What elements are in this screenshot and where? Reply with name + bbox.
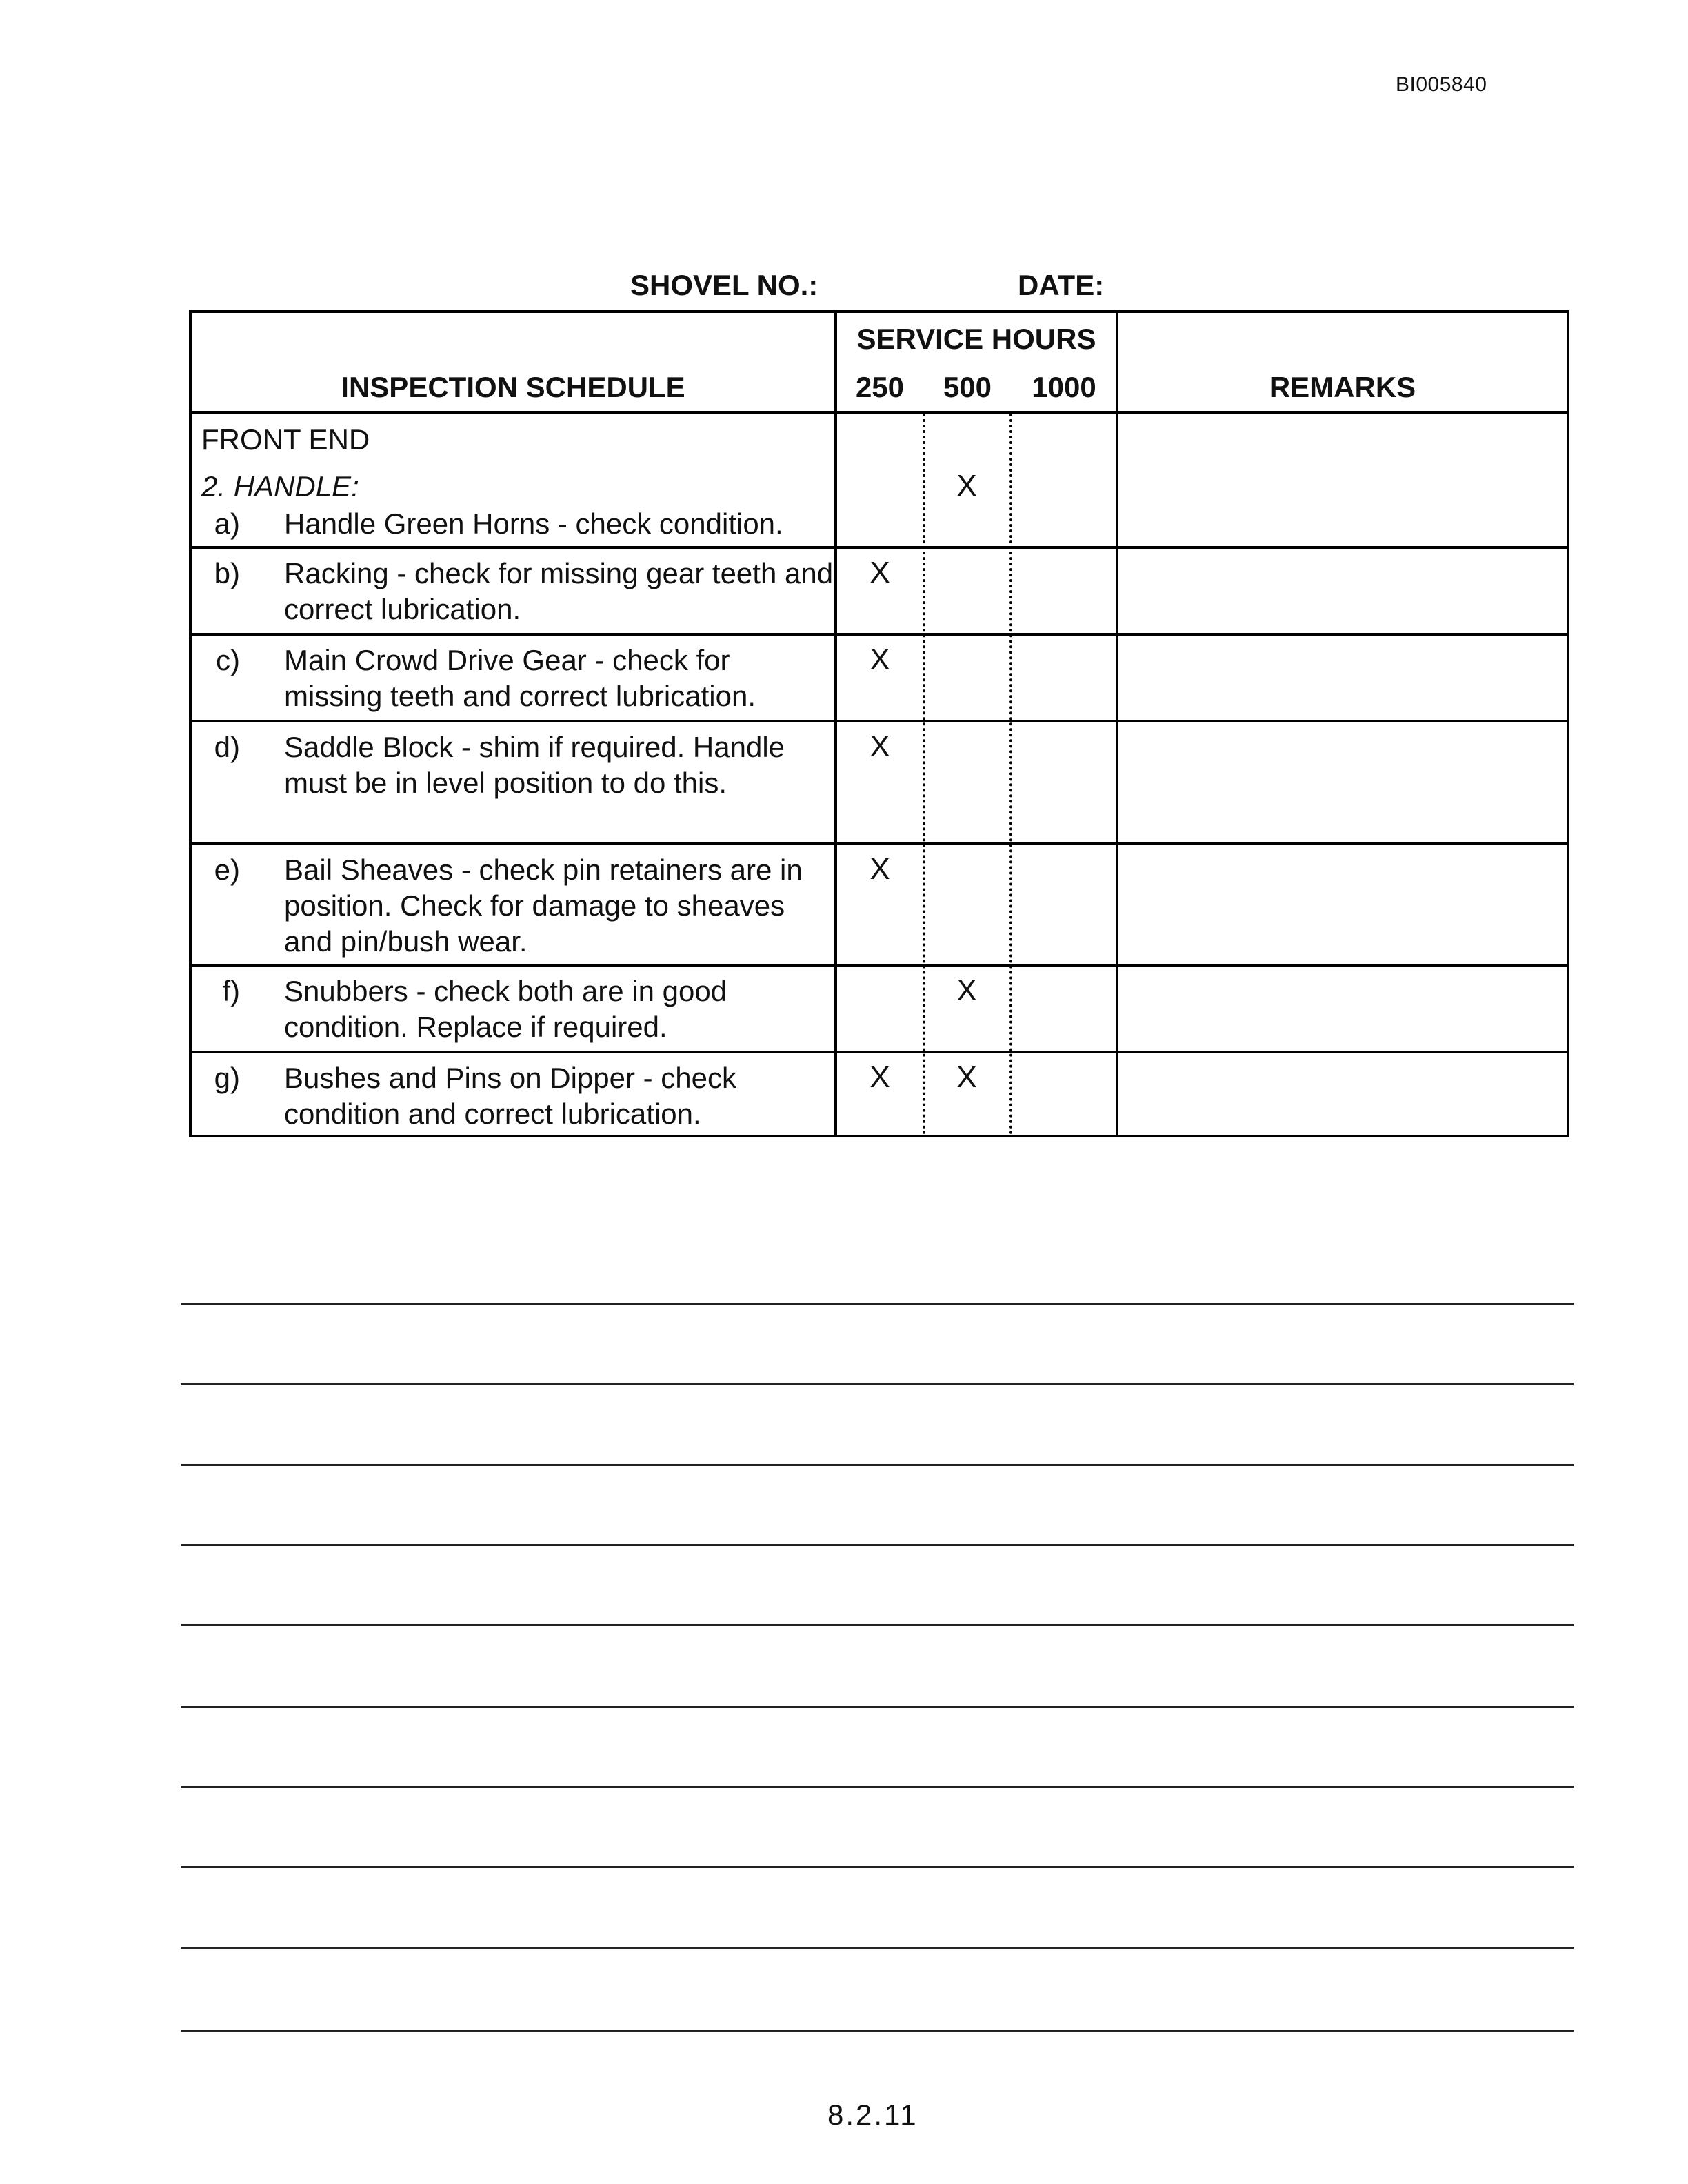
row-letter: g) [214,1062,240,1094]
row-divider [192,964,1567,967]
check-mark-250: X [870,729,890,763]
row-letter: f) [222,975,240,1007]
row-description: Bushes and Pins on Dipper - check condition and correct lubrication. [284,1062,737,1130]
row-divider [192,842,1567,845]
hours-250-header: 250 [855,371,905,403]
row-description: Bail Sheaves - check pin retainers are in position. Check for damage to sheaves and pin/bush wear. [284,853,803,958]
row-letter: e) [214,853,240,886]
document-id: BI005840 [1396,73,1487,96]
note-line[interactable] [181,1706,1574,1708]
shovel-number-label: SHOVEL NO.: [630,269,818,301]
row-letter: b) [214,557,240,589]
hours-500-header: 500 [943,371,992,403]
row-description: Snubbers - check both are in good condition. Replace if required. [284,975,727,1043]
table-row [192,506,834,547]
row-description: Saddle Block - shim if required. Handle must be in level position to do this. [284,731,785,799]
row-divider [192,1051,1567,1053]
row-letter: d) [214,731,240,763]
row-letter: c) [216,644,240,676]
dotted-divider [923,414,925,1135]
remarks-header: REMARKS [1269,371,1416,403]
section-front-end: FRONT END [201,423,370,456]
subsection-handle: 2. HANDLE: [201,470,359,503]
note-line[interactable] [181,2030,1574,2032]
row-divider [192,720,1567,722]
page-number: 8.2.11 [827,2099,918,2131]
row-description: Main Crowd Drive Gear - check for missing teeth and correct lubrication. [284,644,756,712]
row-description: Racking - check for missing gear teeth and correct lubrication. [284,557,834,625]
note-line[interactable] [181,1303,1574,1305]
note-line[interactable] [181,1786,1574,1788]
check-mark-250: X [870,852,890,886]
row-divider [192,546,1567,549]
check-mark-250: X [870,556,890,589]
hours-1000-header: 1000 [1032,371,1096,403]
check-mark-500: X [956,973,977,1007]
dotted-divider [1009,414,1012,1135]
check-mark-500: X [956,1060,977,1094]
header-divider [192,411,1567,414]
column-divider [1116,313,1118,1135]
check-mark-250: X [870,1060,890,1094]
service-hours-header: SERVICE HOURS [856,323,1096,355]
check-mark-500: X [956,469,977,503]
row-divider [192,633,1567,636]
note-line[interactable] [181,1947,1574,1949]
note-line[interactable] [181,1464,1574,1466]
note-line[interactable] [181,1624,1574,1626]
row-description: Handle Green Horns - check condition. [284,507,783,540]
inspection-schedule-header: INSPECTION SCHEDULE [341,371,685,403]
note-line[interactable] [181,1866,1574,1868]
row-letter: a) [214,507,240,540]
inspection-form-table [189,310,1569,1138]
date-label: DATE: [1018,269,1105,301]
note-line[interactable] [181,1383,1574,1385]
check-mark-250: X [870,643,890,676]
note-line[interactable] [181,1544,1574,1546]
